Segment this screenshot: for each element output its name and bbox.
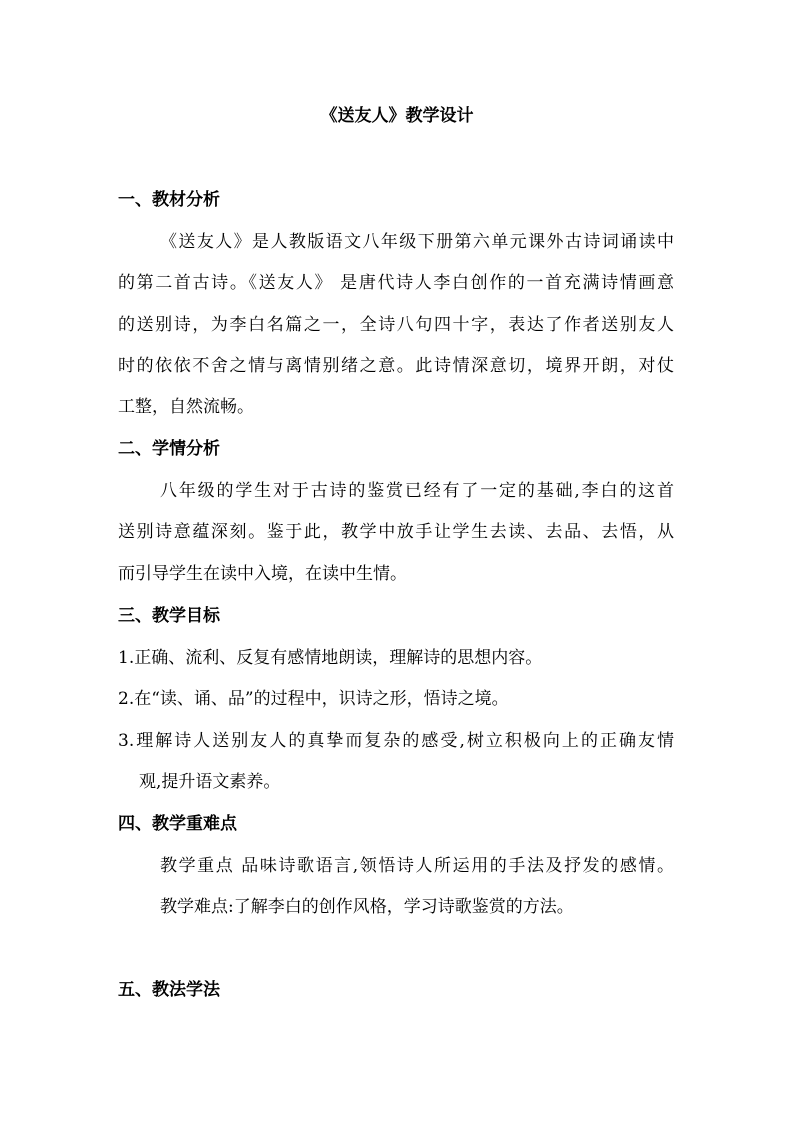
section-heading-textbook-analysis: 一、教材分析 [118, 190, 220, 210]
document-title: 《送友人》教学设计 [320, 106, 474, 126]
key-point-line: 教学重点 品味诗歌语言,领悟诗人所运用的手法及抒发的感情。 [160, 856, 674, 876]
difficult-point-line: 教学难点:了解李白的创作风格，学习诗歌鉴赏的方法。 [160, 897, 574, 917]
paragraph-line: 的送别诗，为李白名篇之一，全诗八句四十字，表达了作者送别友人 [118, 315, 674, 335]
section-heading-key-difficult-points: 四、教学重难点 [118, 814, 237, 834]
section-heading-teaching-methods: 五、教法学法 [118, 980, 220, 1000]
paragraph-line: 而引导学生在读中入境，在读中生情。 [118, 564, 407, 584]
objective-item: 2.在“读、诵、品”的过程中，识诗之形，悟诗之境。 [118, 689, 509, 709]
objective-item: 3.理解诗人送别友人的真挚而复杂的感受,树立积极向上的正确友情 [118, 731, 674, 751]
paragraph-line: 工整，自然流畅。 [118, 397, 254, 417]
objective-item-continuation: 观,提升语文素养。 [139, 772, 281, 792]
paragraph-line: 送别诗意蕴深刻。鉴于此，教学中放手让学生去读、去品、去悟，从 [118, 522, 674, 542]
section-heading-teaching-objectives: 三、教学目标 [118, 606, 220, 626]
section-heading-learner-analysis: 二、学情分析 [118, 439, 220, 459]
objective-item: 1.正确、流利、反复有感情地朗读，理解诗的思想内容。 [118, 648, 543, 668]
paragraph-line: 时的依依不舍之情与离情别绪之意。此诗情深意切，境界开朗，对仗 [118, 356, 674, 376]
paragraph-line: 的第二首古诗。《送友人》 是唐代诗人李白创作的一首充满诗情画意 [118, 273, 674, 293]
paragraph-line: 八年级的学生对于古诗的鉴赏已经有了一定的基础,李白的这首 [160, 481, 674, 501]
paragraph-line: 《送友人》是人教版语文八年级下册第六单元课外古诗词诵读中 [160, 232, 674, 252]
